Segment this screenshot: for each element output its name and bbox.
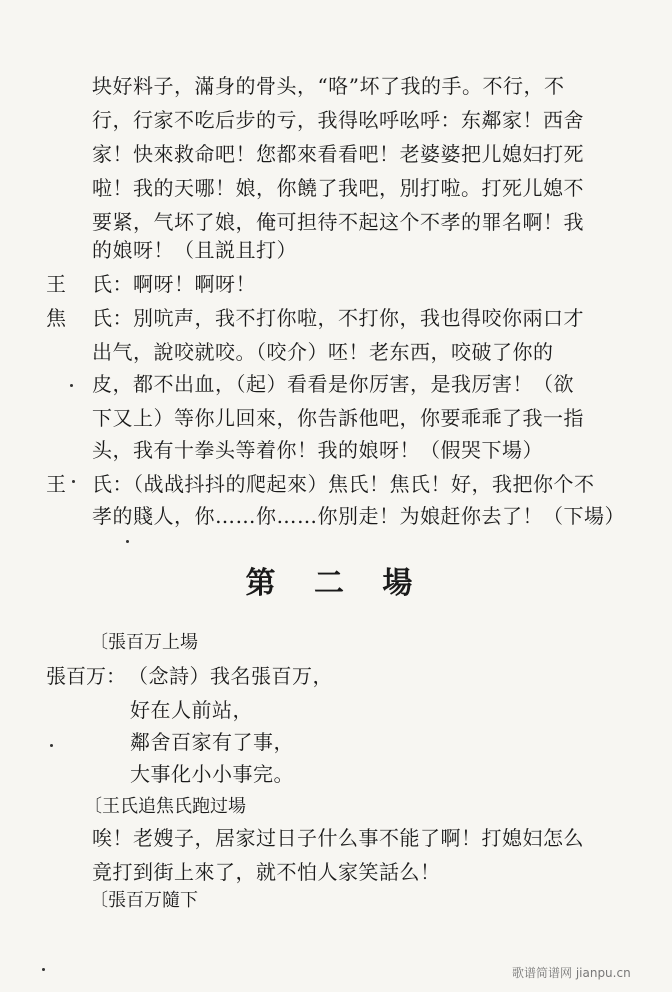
- wang-line-1: 氏：啊呀！啊呀！: [92, 272, 256, 296]
- print-speck: [70, 384, 73, 387]
- stage-direction-enter: 〔張百万上場: [90, 632, 198, 653]
- jiao-line-1: 氏：別吭声，我不打你啦，不打你，我也得咬你兩口才: [92, 306, 584, 330]
- dialogue-line-1: 唉！老嫂子，居家过日子什么事不能了啊！打媳妇怎么: [92, 826, 584, 850]
- stage-direction-follow: 〔張百万隨下: [90, 890, 198, 911]
- speaker-zhang: 張百万：: [46, 664, 126, 688]
- speaker-wang-2: 王: [46, 472, 66, 496]
- footer-watermark: 歌谱简谱网 jianpu.cn: [512, 966, 631, 980]
- wang2-line-2: 孝的賤人，你……你……你別走！为娘赶你去了！（下場）: [92, 504, 625, 528]
- passage-line-2: 行，行家不吃后步的亏，我得吆呼吆呼：东鄰家！西舍: [92, 108, 584, 132]
- passage-line-3: 家！快來救命吧！您都來看看吧！老婆婆把儿媳妇打死: [92, 142, 584, 166]
- zhang-poem-line-3: 大事化小小事完。: [130, 762, 294, 786]
- speaker-wang: 王: [46, 272, 66, 296]
- jiao-line-3: 皮，都不出血，（起）看看是你厉害，是我厉害！（欲: [92, 372, 574, 396]
- speaker-jiao: 焦: [46, 306, 66, 330]
- print-speck: [126, 540, 129, 543]
- scene-title: 第 二 場: [245, 566, 427, 601]
- passage-line-4: 啦！我的天哪！娘，你饒了我吧，別打啦。打死儿媳不: [92, 176, 584, 200]
- stage-direction-chase: 〔王氏追焦氏跑过場: [84, 796, 246, 817]
- jiao-line-2: 出气，說咬就咬。（咬介）呸！老东西，咬破了你的: [92, 340, 554, 364]
- wang2-line-1: 氏：（战战抖抖的爬起來）焦氏！焦氏！好，我把你个不: [92, 472, 595, 496]
- zhang-poem-line-2: 鄰舍百家有了事，: [130, 730, 294, 754]
- passage-line-5: 要紧，气坏了娘，俺可担待不起这个不孝的罪名啊！我: [92, 210, 584, 234]
- passage-line-6: 的娘呀！（且説且打）: [92, 238, 297, 262]
- jiao-line-4: 下又上）等你儿回來，你告訴他吧，你要乖乖了我一指: [92, 406, 584, 430]
- print-speck: [72, 480, 75, 483]
- zhang-poem-intro: （念詩）我名張百万，: [128, 664, 333, 688]
- passage-line-1: 块好料子，滿身的骨头，“咯”坏了我的手。不行，不: [92, 74, 565, 98]
- dialogue-line-2: 竟打到街上來了，就不怕人家笑話么！: [92, 860, 441, 884]
- zhang-poem-line-1: 好在人前站，: [130, 698, 253, 722]
- print-speck: [50, 744, 53, 747]
- print-speck: [42, 968, 45, 971]
- jiao-line-5: 头，我有十拳头等着你！我的娘呀！（假哭下場）: [92, 438, 543, 462]
